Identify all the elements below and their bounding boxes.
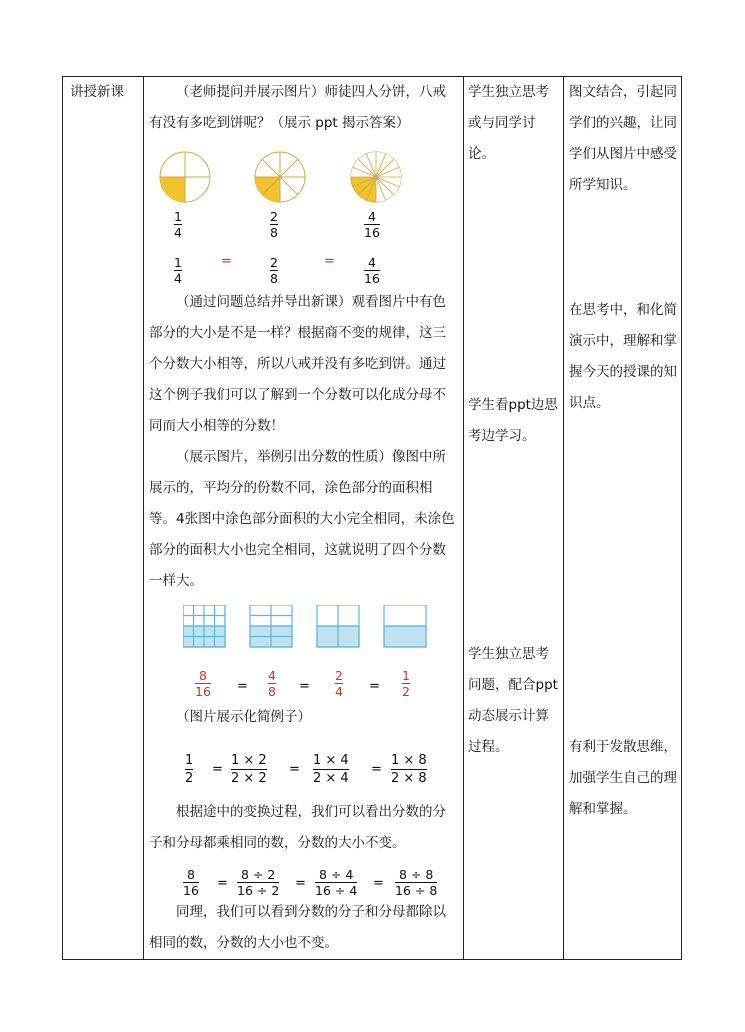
design-intent-3: 有利于发散思维，加强学生自己的理解和掌握。 xyxy=(569,739,677,817)
lesson-table xyxy=(62,76,682,960)
div-base: $\frac{8}{16}$ xyxy=(183,867,199,898)
grid-frac-2: $\frac{4}{8}$ xyxy=(268,668,276,699)
mult-step-1: $\frac{1 \times 2}{2 \times 2}$ xyxy=(231,753,267,786)
mult-step-2: $\frac{1 \times 4}{2 \times 4}$ xyxy=(313,753,349,786)
pie-eq-sign-2: = xyxy=(324,254,335,269)
pie-frac-3: $\frac{4}{16}$ xyxy=(364,209,380,240)
teacher-paragraph-5: 同理，我们可以看到分数的分子和分母都除以相同的数，分数的大小也不变。 xyxy=(149,904,446,951)
pie-eq-sign-1: = xyxy=(221,254,232,269)
pie-eq-frac-1: $\frac{1}{4}$ xyxy=(174,255,182,286)
grid-illustration xyxy=(183,605,433,650)
student-activity-3: 学生独立思考问题，配合ppt动态展示计算过程。 xyxy=(468,646,558,755)
row-label: 讲授新课 xyxy=(70,84,124,100)
design-intent-2: 在思考中，和化简演示中，理解和掌握今天的授课的知识点。 xyxy=(569,302,677,411)
teacher-paragraph-1: （老师提问并展示图片）师徒四人分饼，八戒有没有多吃到饼呢？（展示 ppt 揭示答案） xyxy=(149,84,446,131)
caption: （图片展示化简例子） xyxy=(176,709,311,725)
div-step-3: $\frac{8 \div 8}{16 \div 8}$ xyxy=(395,867,438,898)
div-step-2: $\frac{8 \div 4}{16 \div 4}$ xyxy=(315,867,358,898)
grid-frac-1: $\frac{8}{16}$ xyxy=(195,668,211,699)
student-activity-2: 学生看ppt边思考边学习。 xyxy=(468,397,558,444)
pie-frac-1: $\frac{1}{4}$ xyxy=(174,209,182,240)
mult-step-3: $\frac{1 \times 8}{2 \times 8}$ xyxy=(391,753,427,786)
mult-base: $\frac{1}{2}$ xyxy=(185,753,194,786)
teacher-paragraph-2: （通过问题总结并导出新课）观看图片中有色部分的大小是不是一样？根据商不变的规律，这三个分数大小相等，所以八戒并没有多吃到饼。通过这个例子我们可以了解到一个分数可以化成分母不同而大小相等的分数！ xyxy=(149,294,446,434)
grid-frac-3: $\frac{2}{4}$ xyxy=(335,668,343,699)
teacher-paragraph-4: 根据途中的变换过程，我们可以看出分数的分子和分母都乘相同的数，分数的大小不变。 xyxy=(149,804,446,851)
pie-eq-frac-3: $\frac{4}{16}$ xyxy=(364,255,380,286)
teacher-paragraph-3: （展示图片，举例引出分数的性质）像图中所展示的，平均分的份数不同，涂色部分的面积相等。4张图中涂色部分面积的大小完全相同，未涂色部分的面积大小也完全相同，这就说明了四个分数一样大。 xyxy=(149,449,455,589)
div-step-1: $\frac{8 \div 2}{16 \div 2}$ xyxy=(237,867,280,898)
pie-eq-frac-2: $\frac{2}{8}$ xyxy=(270,255,278,286)
teacher-column: （老师提问并展示图片）师徒四人分饼，八戒有没有多吃到饼呢？（展示 ppt 揭示答案） $\frac{1}{4}$ $\frac{2}{8}$ $\frac{4}{16}$ $\frac{1}{4}$ = $\frac{2}{8}$ = $\frac{4}{16}$ （通过问题总结并导出新课）观看图片中有色部分的大小是不是一样？根据商不变的规律，这三个分数大小相等，所以八戒并没有多吃到饼。通过这个例子我们可以了解到一个分数可以化成分母不同而大小相等的分数！ （展示图片，举例引出分数的性质）像图中所展示的，平均分的份数不同，涂色部分的面积相等。4张图中涂色部分面积的大小完全相同，未涂色部分的面积大小也完全相同，这就说明了四个分数一样大。 $\frac{8}{16}$ = $\frac{4}{8}$ = $\frac{2}{4}$ = $\frac{1}{2}$ （图片展示化简例子） $\frac{1}{2}$ = $\frac{1 \times 2}{2 \times 2}$ = $\frac{1 \times 4}{2 \times 4}$ = $\frac{1 \times 8}{2 \times 8}$ 根据途中的变换过程，我们可以看出分数的分子和分母都乘相同的数，分数的大小不变。 $\frac{8}{16}$ = $\frac{8 \div 2}{16 \div 2}$ = $\frac{8 \div 4}{16 \div 4}$ = $\frac{8 \div 8}{16 \div 8}$ 同理，我们可以看到分数的分子和分母都除以相同的数，分数的大小也不变。 xyxy=(149,77,459,957)
grid-frac-4: $\frac{1}{2}$ xyxy=(402,668,410,699)
pie-illustration xyxy=(149,147,449,217)
design-intent-1: 图文结合，引起同学们的兴趣，让同学们从图片中感受所学知识。 xyxy=(569,84,677,193)
pie-frac-2: $\frac{2}{8}$ xyxy=(270,209,278,240)
student-activity-1: 学生独立思考或与同学讨论。 xyxy=(468,84,549,162)
